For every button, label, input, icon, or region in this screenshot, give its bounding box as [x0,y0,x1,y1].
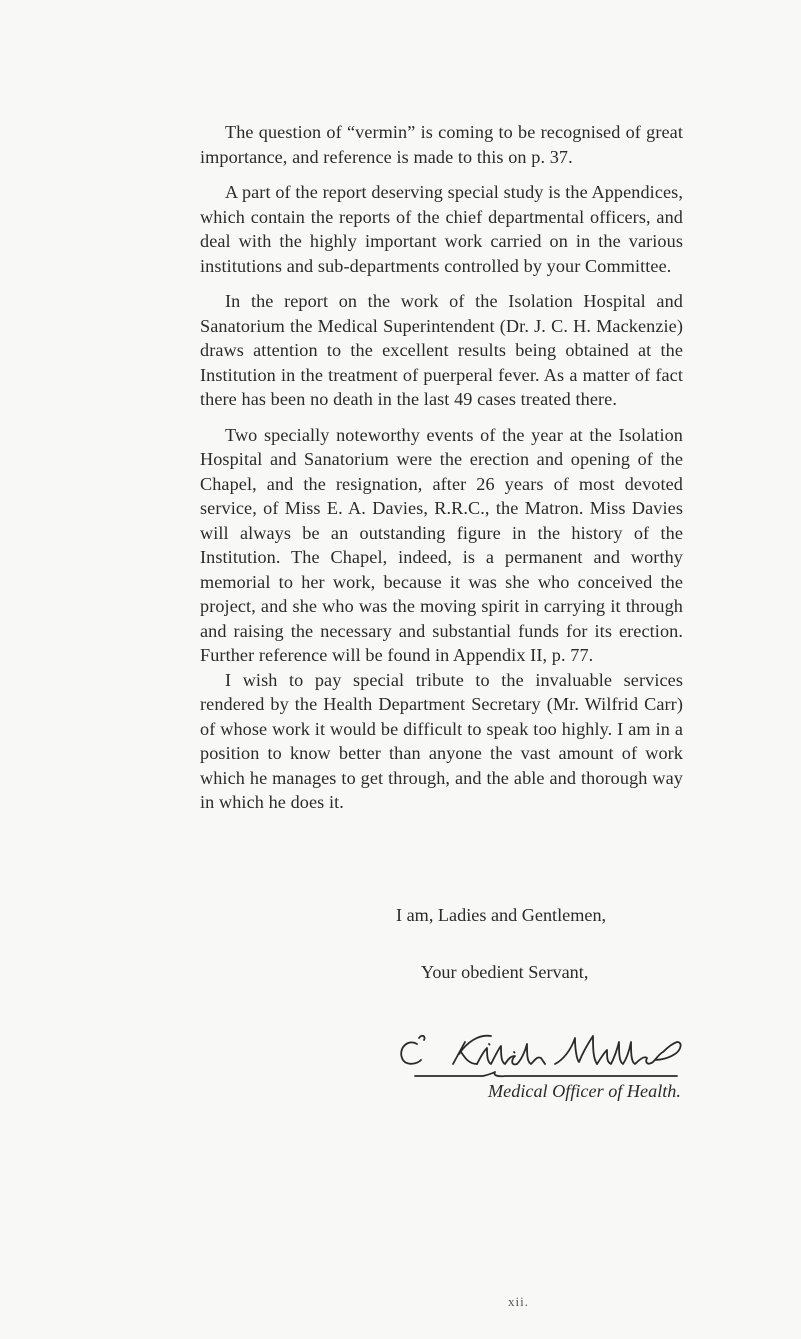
handwritten-signature [395,1020,685,1080]
paragraph-chapel-matron: Two specially noteworthy events of the year at the Isolation Hospital and Sanatorium were the erection and opening of the Chapel, and the resignation, after 26 years of most devoted service, of Miss E. A. Davies, R.R.C., the Matron. Miss Davies will always be an outstanding figure in the history of the Institution. The Chapel, indeed, is a permanent and worthy memorial to her work, because it was she who conceived the project, and she who was the moving spirit in carrying it through and raising the necessary and substantial funds for its erection. Further reference will be found in Appendix II, p. 77. [200,424,683,665]
closing-valediction: Your obedient Servant, [421,962,589,982]
paragraph-secretary-tribute: I wish to pay special tribute to the invaluable services rendered by the Health Department Secretary (Mr. Wilfrid Carr) of whose work it would be difficult to speak too highly. I am in a position to know better than anyone the vast amount of work which he manages to get through, and the able and thorough way in which he does it. [200,669,683,812]
paragraph-isolation-hospital: In the report on the work of the Isolation Hospital and Sanatorium the Medical Superintendent (Dr. J. C. H. Mackenzie) draws attention to the excellent results being obtained at the Institution in the treatment of puerperal fever. As a matter of fact there has been no death in the last 49 cases treated there. [200,291,683,409]
page-number: xii. [508,1294,529,1309]
signatory-title: Medical Officer of Health. [488,1081,681,1101]
closing-salutation: I am, Ladies and Gentlemen, [396,905,607,925]
paragraph-vermin: The question of “vermin” is coming to be recognised of great importance, and reference is made to this on p. 37. [200,122,683,167]
paragraph-appendices: A part of the report deserving special study is the Appendices, which contain the reports of the chief departmental officers, and deal with the highly important work carried on in the various institutions and sub-departments controlled by your Committee. [200,182,683,276]
letter-body [200,120,683,826]
signature-image [395,1020,685,1080]
